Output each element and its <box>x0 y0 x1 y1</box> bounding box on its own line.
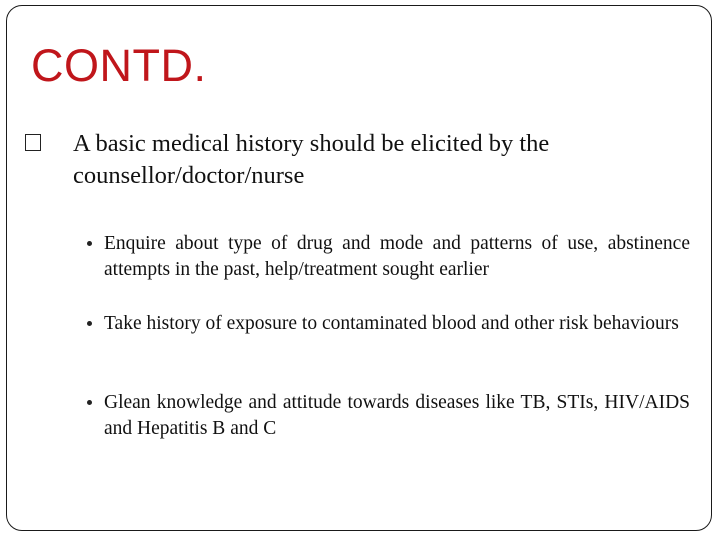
main-bullet-text: A basic medical history should be elicited by the counsellor/doctor/nurse <box>73 130 550 189</box>
slide-title: CONTD. <box>31 40 207 91</box>
sub-bullet-item: Enquire about type of drug and mode and patterns of use, abstinence attempts in the past, help/treatment sought earlier <box>104 233 690 280</box>
sub-bullet-item: Take history of exposure to contaminated blood and other risk behaviours <box>104 313 679 334</box>
main-bullet <box>25 128 665 192</box>
square-bullet-icon <box>25 134 41 151</box>
sub-bullet-item: Glean knowledge and attitude towards diseases like TB, STIs, HIV/AIDS and Hepatitis B and C <box>104 392 690 439</box>
